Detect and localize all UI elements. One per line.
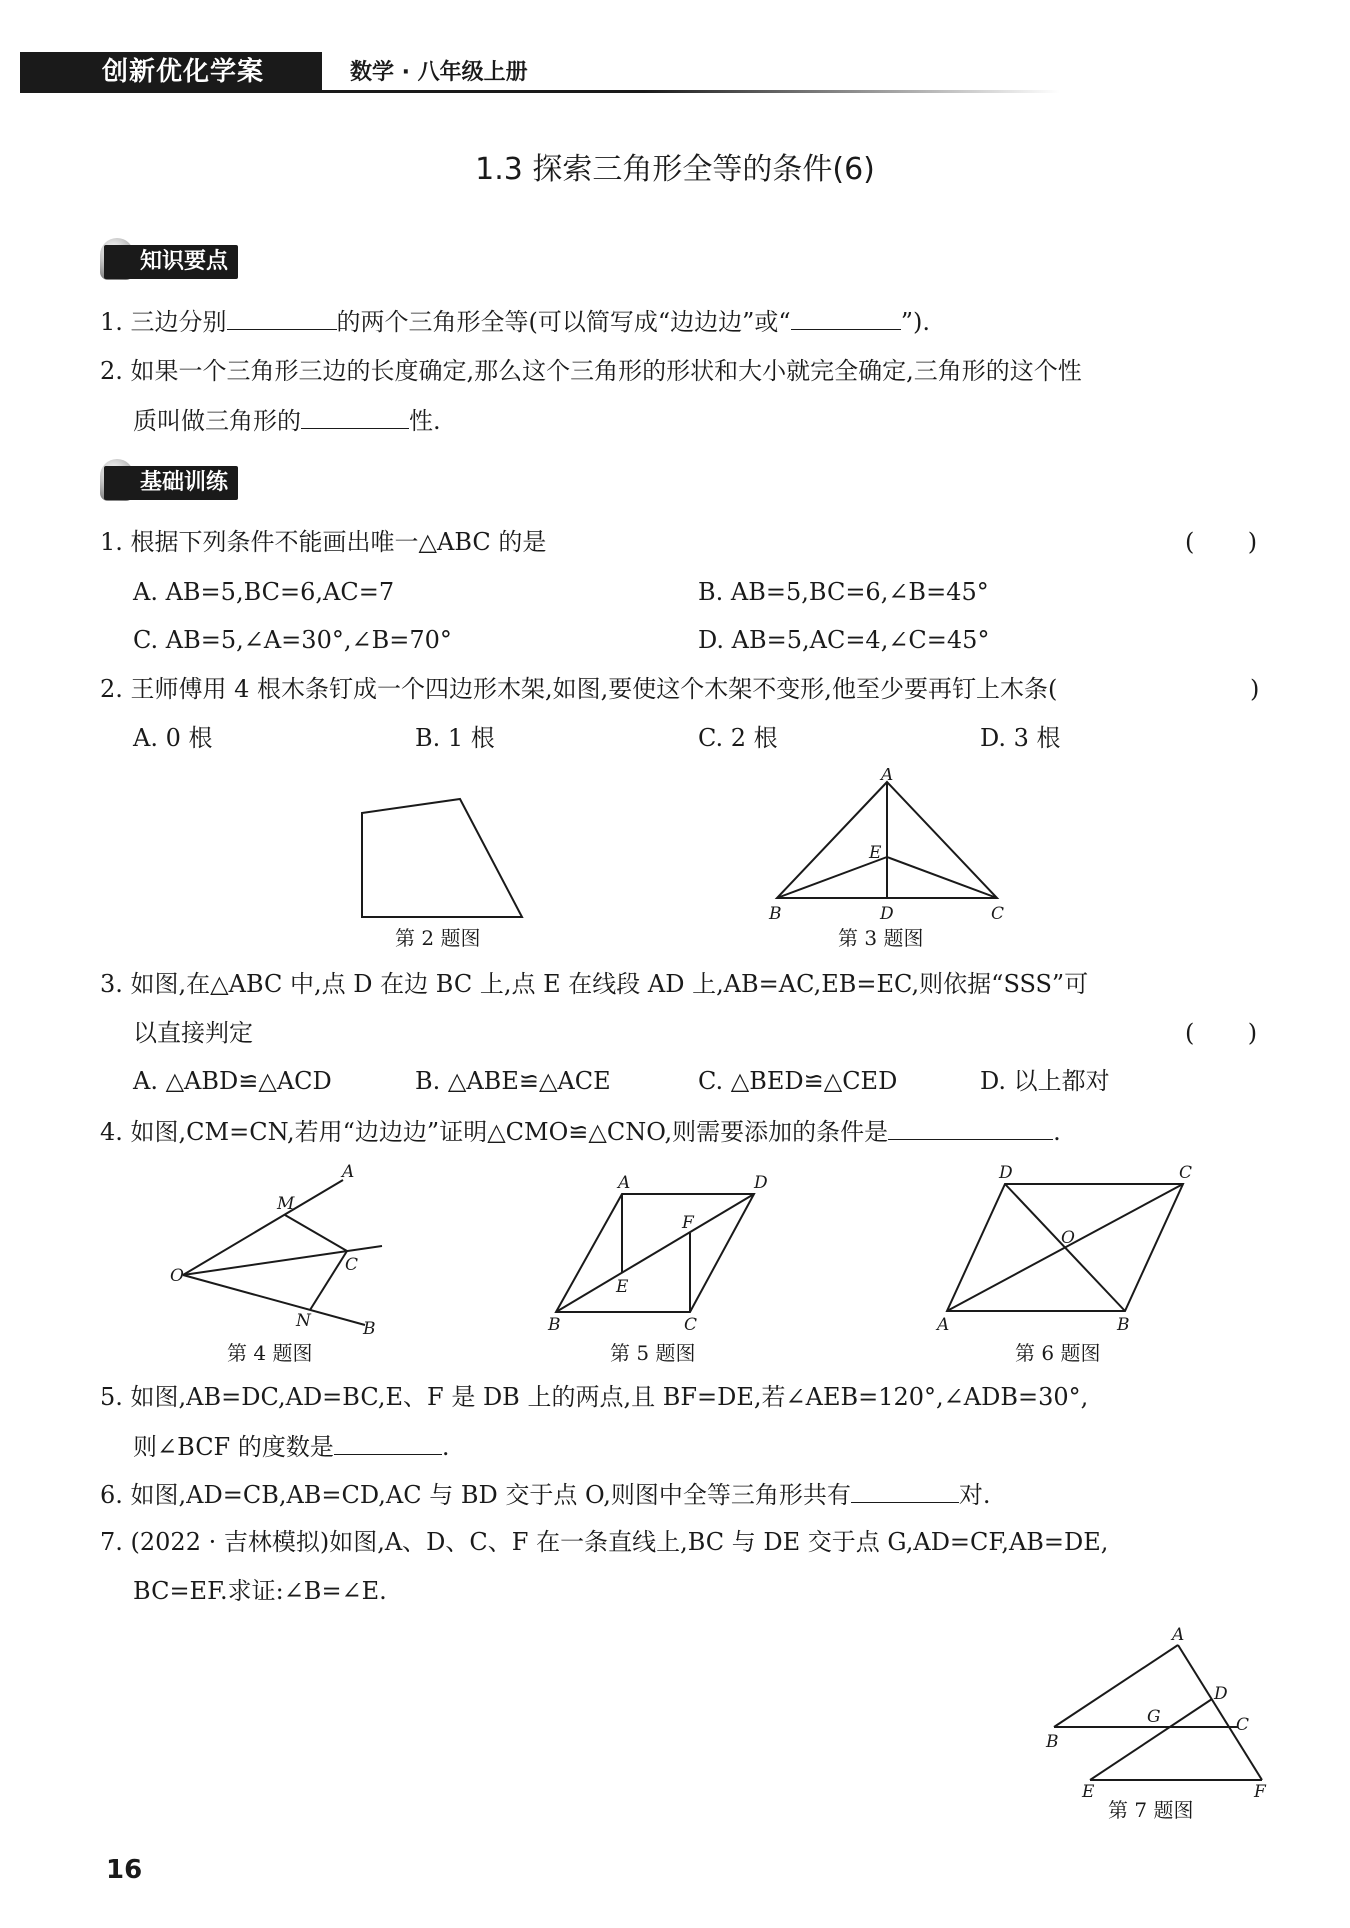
- q3-option-a[interactable]: A. △ABD≌△ACD: [133, 1067, 332, 1095]
- label-c: C: [1236, 1715, 1250, 1735]
- label-a: A: [881, 768, 894, 785]
- page-title: 1.3 探索三角形全等的条件(6): [475, 152, 875, 187]
- q1-option-a[interactable]: A. AB=5,BC=6,AC=7: [133, 578, 395, 606]
- figure-5-parallelogram: [542, 1168, 772, 1330]
- label-e: E: [616, 1277, 629, 1297]
- label-f: F: [682, 1213, 694, 1233]
- label-d: D: [754, 1173, 768, 1193]
- label-o: O: [170, 1266, 184, 1286]
- ray-ob: [183, 1275, 365, 1325]
- label-g: G: [1147, 1707, 1161, 1727]
- section-practice: 基础训练: [104, 466, 238, 500]
- label-b: B: [1046, 1732, 1059, 1752]
- figure-4-caption: 第 4 题图: [227, 1341, 313, 1365]
- label-n: N: [296, 1311, 311, 1331]
- label-c: C: [991, 904, 1005, 924]
- answer-blank[interactable]: [334, 1428, 442, 1455]
- answer-blank[interactable]: [851, 1476, 959, 1503]
- figure-2-caption: 第 2 题图: [395, 926, 481, 950]
- figure-6-parallelogram: [935, 1160, 1205, 1335]
- q2-option-c[interactable]: C. 2 根: [698, 724, 778, 752]
- label-c: C: [684, 1315, 698, 1330]
- knowledge-1-pre: 1. 三边分别: [100, 308, 227, 336]
- answer-blank[interactable]: [301, 402, 409, 429]
- knowledge-1-mid: 的两个三角形全等(可以简写成“边边边”或“: [336, 308, 791, 336]
- knowledge-2-pre: 质叫做三角形的: [133, 407, 301, 435]
- figure-5-caption: 第 5 题图: [610, 1341, 696, 1365]
- q5-pre: 则∠BCF 的度数是: [133, 1433, 334, 1461]
- q1-option-d[interactable]: D. AB=5,AC=4,∠C=45°: [698, 626, 990, 654]
- q5-post: .: [441, 1433, 450, 1461]
- q4-post: .: [1053, 1118, 1061, 1146]
- q7-line1: 7. (2022 · 吉林模拟)如图,A、D、C、F 在一条直线上,BC 与 DE 交于点 G,AD=CF,AB=DE,: [100, 1528, 1109, 1556]
- knowledge-2-post: 性.: [409, 407, 441, 435]
- knowledge-item-2-line2: [133, 402, 441, 438]
- page-number: 16: [106, 1855, 143, 1885]
- q3-line1: 3. 如图,在△ABC 中,点 D 在边 BC 上,点 E 在线段 AD 上,AB=AC,EB=EC,则依据“SSS”可: [100, 970, 1089, 998]
- knowledge-item-1: [100, 303, 930, 339]
- label-b: B: [548, 1315, 561, 1330]
- label-d: D: [880, 904, 894, 924]
- figure-6-caption: 第 6 题图: [1015, 1341, 1101, 1365]
- q1-answer-paren[interactable]: ( ): [1185, 528, 1258, 556]
- label-a: A: [342, 1162, 355, 1182]
- label-c: C: [345, 1255, 359, 1275]
- q2-option-b[interactable]: B. 1 根: [415, 724, 495, 752]
- label-d: D: [999, 1163, 1013, 1183]
- quadrilateral-frame: [362, 799, 522, 917]
- q2-option-d[interactable]: D. 3 根: [980, 724, 1061, 752]
- diagonal-bd: [556, 1194, 754, 1312]
- answer-blank[interactable]: [227, 303, 337, 330]
- label-e: E: [1082, 1782, 1095, 1800]
- label-a: A: [1172, 1625, 1185, 1645]
- q4-pre: 4. 如图,CM=CN,若用“边边边”证明△CMO≌△CNO,则需要添加的条件是: [100, 1118, 889, 1146]
- label-b: B: [769, 904, 782, 924]
- q2-option-a[interactable]: A. 0 根: [133, 724, 213, 752]
- answer-blank[interactable]: [791, 303, 901, 330]
- figure-3-caption: 第 3 题图: [838, 926, 924, 950]
- q3-option-b[interactable]: B. △ABE≌△ACE: [415, 1067, 611, 1095]
- header-brand: 创新优化学案: [20, 52, 322, 92]
- section-knowledge: 知识要点: [104, 245, 238, 279]
- label-f: F: [1254, 1782, 1266, 1800]
- header-rule: [20, 90, 1060, 93]
- q2-stem: 2. 王师傅用 4 根木条钉成一个四边形木架,如图,要使这个木架不变形,他至少要再钉上木条(: [100, 675, 1058, 703]
- q5-line1: 5. 如图,AB=DC,AD=BC,E、F 是 DB 上的两点,且 BF=DE,若∠AEB=120°,∠ADB=30°,: [100, 1383, 1089, 1411]
- knowledge-1-post: ”).: [900, 308, 930, 336]
- label-b: B: [363, 1319, 376, 1335]
- q6-post: 对.: [958, 1481, 991, 1509]
- q3-option-c[interactable]: C. △BED≌△CED: [698, 1067, 898, 1095]
- q5-line2: [133, 1428, 449, 1464]
- ray-oa: [183, 1180, 343, 1275]
- q6-stem: [100, 1476, 991, 1512]
- label-e: E: [869, 843, 882, 863]
- segment-nc: [310, 1251, 347, 1310]
- q3-option-d[interactable]: D. 以上都对: [980, 1067, 1110, 1095]
- q3-line2: 以直接判定: [133, 1019, 253, 1047]
- label-m: M: [277, 1194, 295, 1214]
- label-a: A: [618, 1173, 631, 1193]
- label-o: O: [1061, 1228, 1075, 1248]
- answer-blank[interactable]: [888, 1113, 1053, 1140]
- label-c: C: [1179, 1163, 1193, 1183]
- q2-paren-close[interactable]: ): [1250, 675, 1260, 703]
- figure-4-angle: [165, 1160, 390, 1335]
- figure-7-triangles: [1040, 1625, 1285, 1800]
- figure-7-caption: 第 7 题图: [1108, 1798, 1194, 1822]
- label-b: B: [1117, 1315, 1130, 1335]
- q3-answer-paren[interactable]: ( ): [1185, 1019, 1258, 1047]
- figure-3-triangle: [765, 768, 1010, 928]
- q1-stem: 1. 根据下列条件不能画出唯一△ABC 的是: [100, 528, 547, 556]
- header-subject: 数学 · 八年级上册: [350, 60, 528, 85]
- figure-2-quadrilateral: [350, 795, 535, 920]
- knowledge-item-2-line1: 2. 如果一个三角形三边的长度确定,那么这个三角形的形状和大小就完全确定,三角形的这个性: [100, 357, 1082, 385]
- label-d: D: [1214, 1684, 1228, 1704]
- q4-stem: [100, 1113, 1061, 1149]
- q1-option-c[interactable]: C. AB=5,∠A=30°,∠B=70°: [133, 626, 452, 654]
- q7-line2: BC=EF.求证:∠B=∠E.: [133, 1577, 387, 1605]
- segment-mc: [285, 1215, 347, 1251]
- q6-pre: 6. 如图,AD=CB,AB=CD,AC 与 BD 交于点 O,则图中全等三角形共有: [100, 1481, 851, 1509]
- label-a: A: [937, 1315, 950, 1335]
- segment-be: [777, 857, 887, 898]
- q1-option-b[interactable]: B. AB=5,BC=6,∠B=45°: [698, 578, 989, 606]
- segment-ce: [887, 857, 997, 898]
